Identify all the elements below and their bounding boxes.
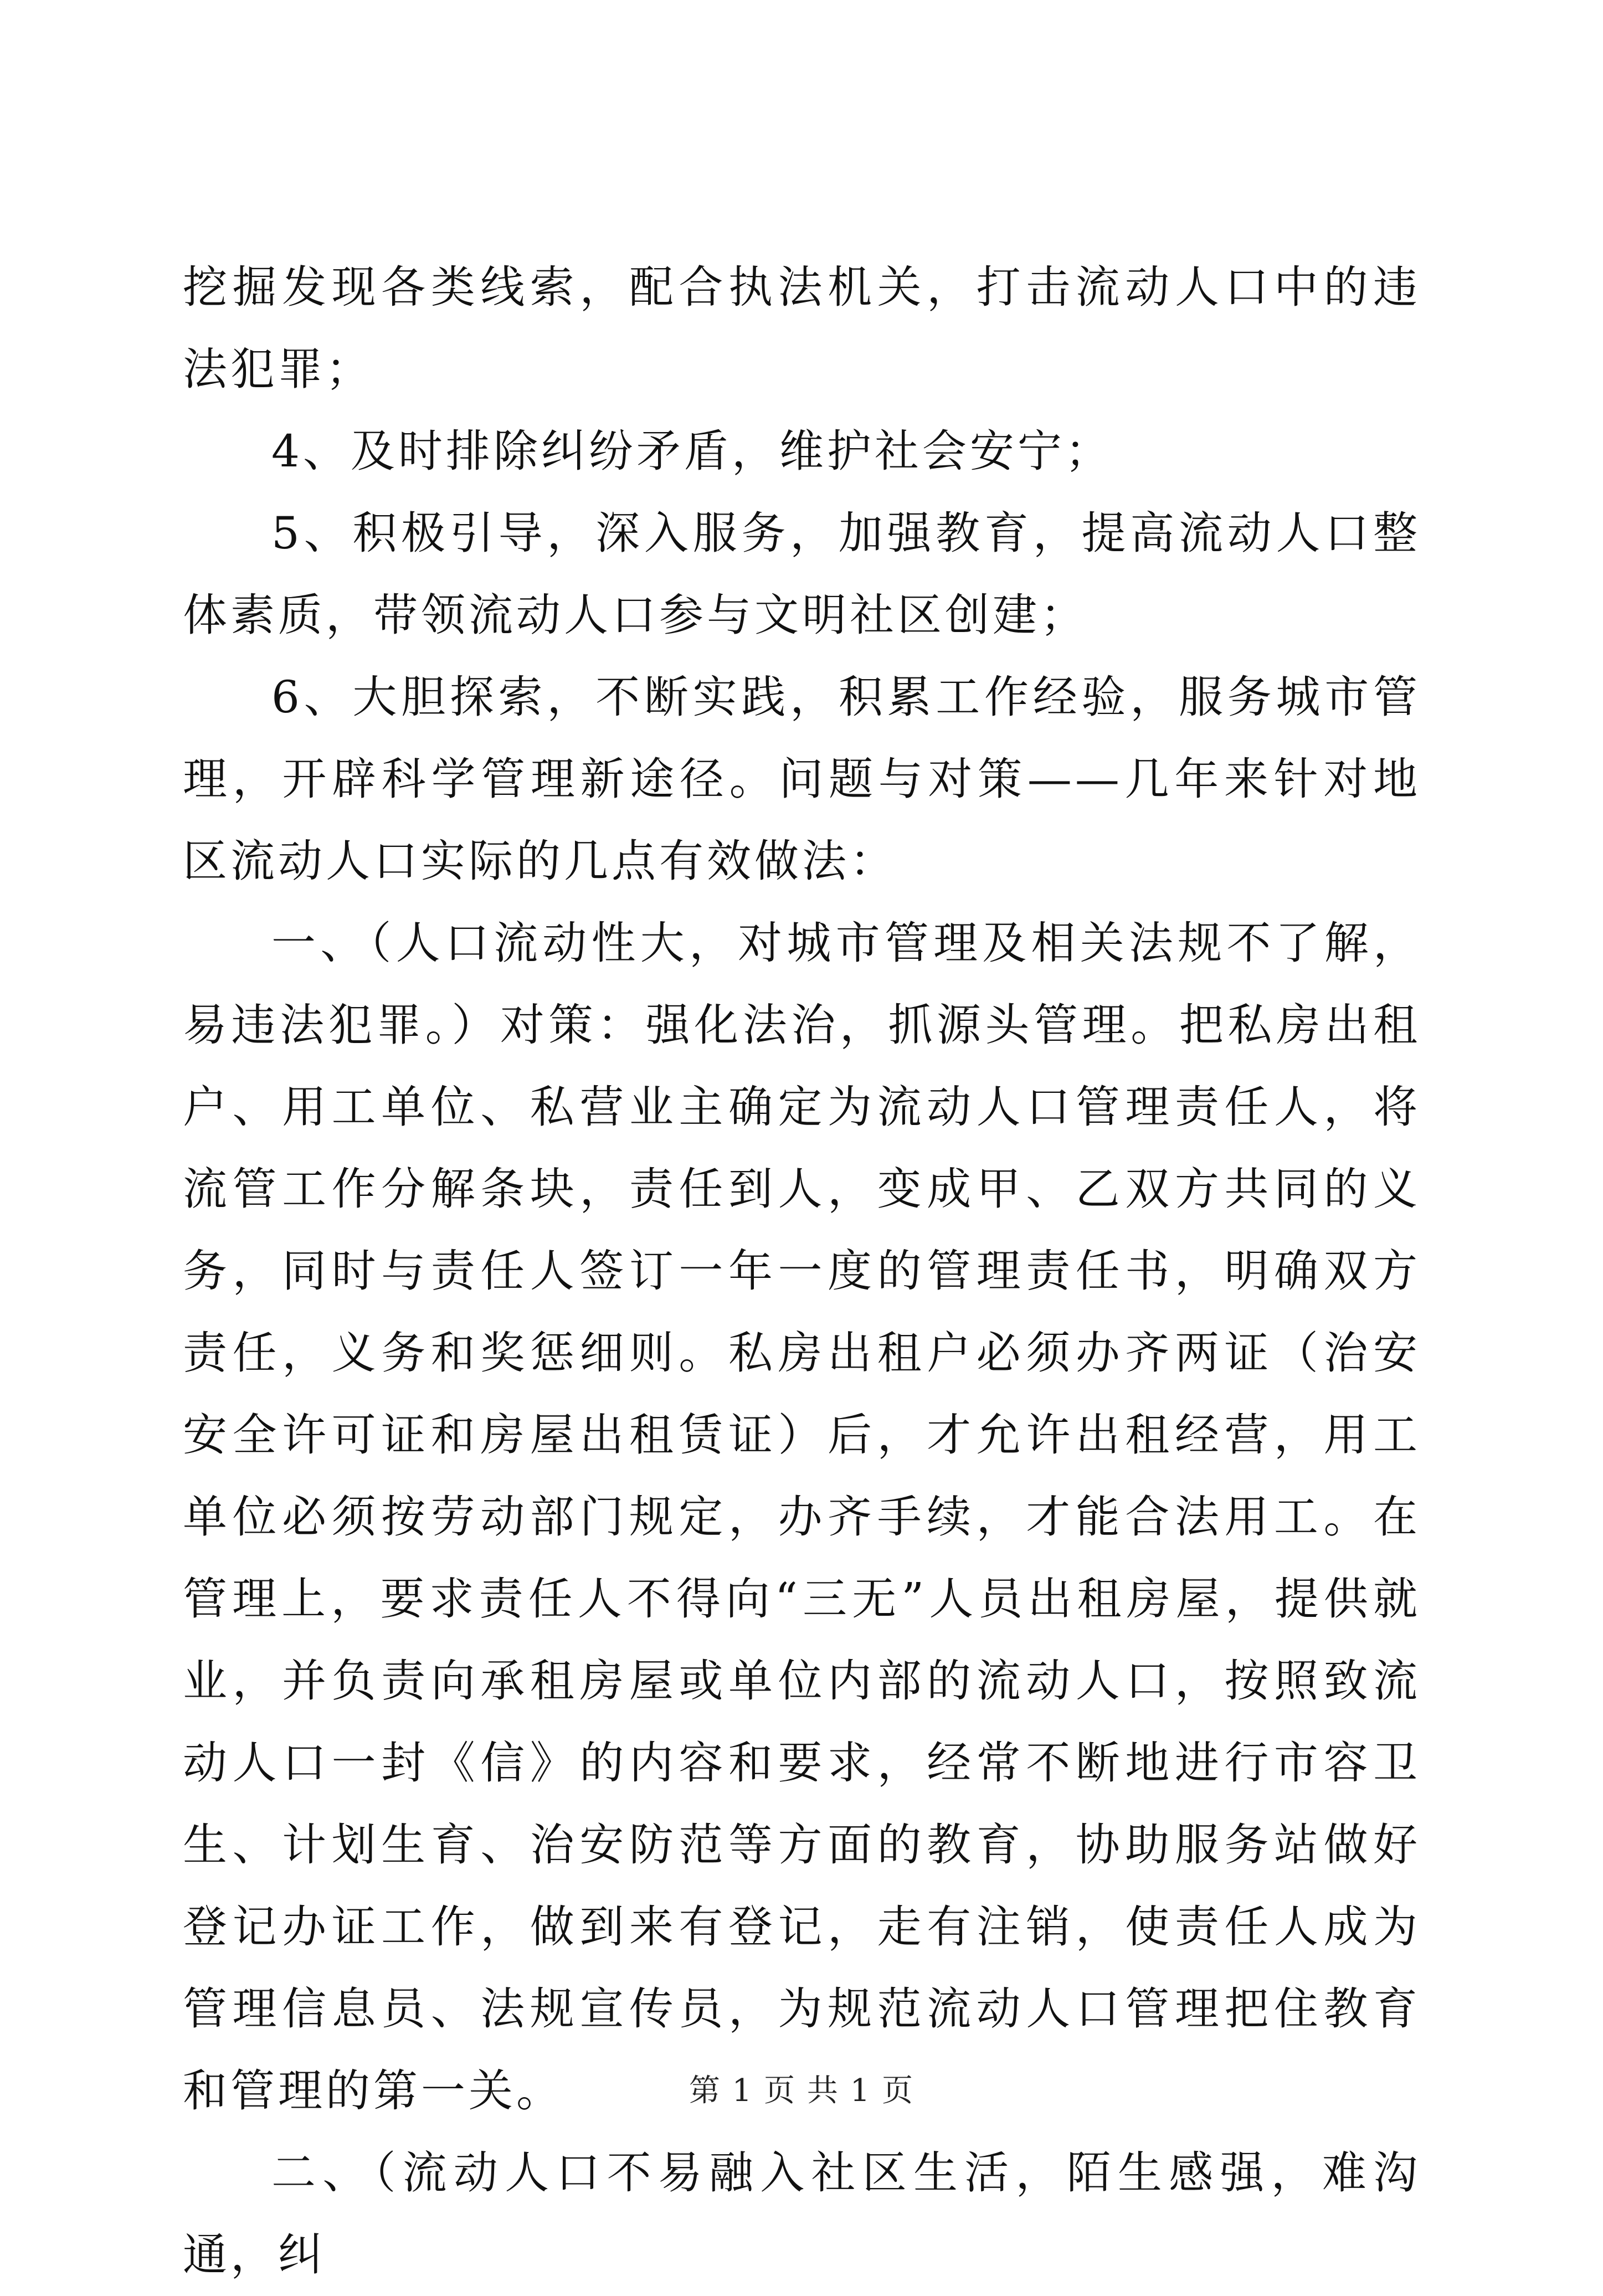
paragraph-section-one: 一、（人口流动性大，对城市管理及相关法规不了解，易违法犯罪。）对策：强化法治，抓源头管理。把私房出租户、用工单位、私营业主确定为流动人口管理责任人，将流管工作分解条块，责任到人，变成甲、乙双方共同的义务，同时与责任人签订一年一度的管理责任书，明确双方责任，义务和奖惩细则。私房出租户必须办齐两证（治安安全许可证和房屋出租赁证）后，才允许出租经营，用工单位必须按劳动部门规定，办齐手续，才能合法用工。在管理上，要求责任人不得向“三无”人员出租房屋，提供就业，并负责向承租房屋或单位内部的流动人口，按照致流动人口一封《信》的内容和要求，经常不断地进行市容卫生、计划生育、治安防范等方面的教育，协助服务站做好登记办证工作，做到来有登记，走有注销，使责任人成为管理信息员、法规宣传员，为规范流动人口管理把住教育和管理的第一关。 [183, 917, 1421, 2117]
document-body [183, 246, 1421, 2296]
paragraph-item-6: 6、大胆探索，不断实践，积累工作经验，服务城市管理，开辟科学管理新途径。问题与对策——几年来针对地区流动人口实际的几点有效做法： [183, 671, 1421, 887]
paragraph-section-two: 二、（流动人口不易融入社区生活，陌生感强，难沟通，纠 [183, 2147, 1421, 2280]
paragraph-continuation: 挖掘发现各类线索，配合执法机关，打击流动人口中的违法犯罪； [183, 261, 1421, 395]
paragraph-item-4: 4、及时排除纠纷矛盾，维护社会安宁； [271, 425, 1113, 477]
paragraph-item-5: 5、积极引导，深入服务，加强教育，提高流动人口整体素质，带领流动人口参与文明社区创建； [183, 507, 1421, 641]
page-number-footer: 第 1 页 共 1 页 [689, 2073, 914, 2109]
